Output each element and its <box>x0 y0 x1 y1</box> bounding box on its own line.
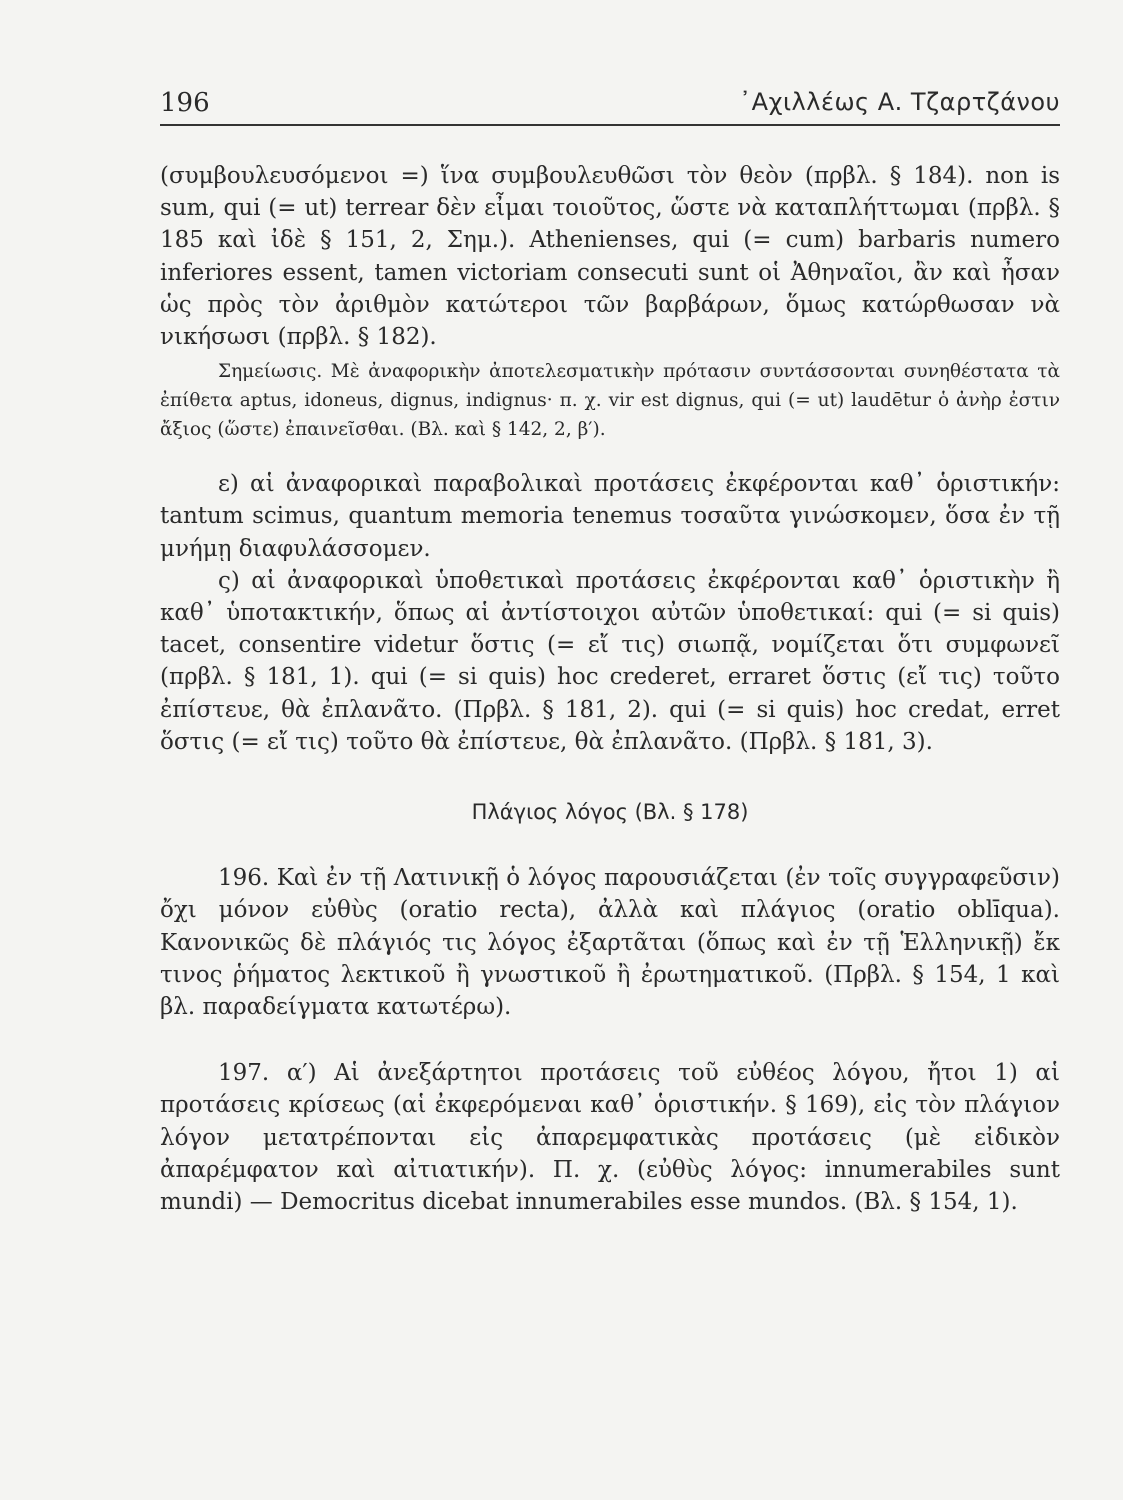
spacer <box>160 1023 1060 1057</box>
note-paragraph: Σημείωσις. Μὲ ἀναφορικὴν ἀποτελεσματικὴν πρότασιν συντάσσονται συνηθέστατα τὰ ἐπίθετα aptus, idoneus, dignus, indignus· π. χ. vir est dignus, qui (= ut) laudētur ὁ ἀνὴρ ἐστιν ἄξιος (ὥστε) ἐπαινεῖσθαι. (Βλ. καὶ § 142, 2, β′). <box>160 361 1060 441</box>
running-header <box>160 88 1060 122</box>
section-heading: Πλάγιος λόγος (Βλ. § 178) <box>471 800 749 825</box>
main-text <box>160 160 1060 1218</box>
spacer <box>160 444 1060 468</box>
header-rule <box>160 124 1060 126</box>
paragraph-st: ς) αἱ ἀναφορικαὶ ὑποθετικαὶ προτάσεις ἐκφέρονται καθ᾽ ὁριστικὴν ἢ καθ᾽ ὑποτακτικήν, ὅπως αἱ ἀντίστοιχοι αὐτῶν ὑποθετικαί: qui (= si quis) tacet, consentire videtur ὅστις (= εἴ τις) σιωπᾷ, νομίζεται ὅτι συμφωνεῖ (πρβλ. § 181, 1). qui (= si quis) hoc crederet, erraret ὅστις (εἴ τις) τοῦτο ἐπίστευε, θὰ ἐπλανᾶτο. (Πρβλ. § 181, 2). qui (= si quis) hoc credat, erret ὅστις (= εἴ τις) τοῦτο θὰ ἐπίστευε, θὰ ἐπλανᾶτο. (Πρβλ. § 181, 3). <box>160 567 1060 755</box>
paragraph-e: ε) αἱ ἀναφορικαὶ παραβολικαὶ προτάσεις ἐκφέρονται καθ᾽ ὁριστικήν: tantum scimus, quantum memoria tenemus τοσαῦτα γινώσκομεν, ὅσα ἐν τῇ μνήμῃ διαφυλάσσομεν. <box>160 471 1060 562</box>
paragraph-relative-consecutive: (συμβουλευσόμενοι =) ἵνα συμβουλευθῶσι τὸν θεὸν (πρβλ. § 184). non is sum, qui (= ut) terrear δὲν εἶμαι τοιοῦτος, ὥστε νὰ καταπλήττωμαι (πρβλ. § 185 καὶ ἰδὲ § 151, 2, Σημ.). Athenienses, qui (= cum) barbaris numero inferiores essent, tamen victoriam consecuti sunt οἱ Ἀθηναῖοι, ἂν καὶ ἦσαν ὡς πρὸς τὸν ἀριθμὸν κατώτεροι τῶν βαρβάρων, ὅμως κατώρθωσαν νὰ νικήσωσι (πρβλ. § 182). <box>160 163 1060 351</box>
paragraph-196: 196. Καὶ ἐν τῇ Λατινικῇ ὁ λόγος παρουσιάζεται (ἐν τοῖς συγγραφεῦσιν) ὄχι μόνον εὐθὺς (oratio recta), ἀλλὰ καὶ πλάγιος (oratio oblīqua). Κανονικῶς δὲ πλάγιός τις λόγος ἐξαρτᾶται (ὅπως καὶ ἐν τῇ Ἑλληνικῇ) ἔκ τινος ῥήματος λεκτικοῦ ἢ γνωστικοῦ ἢ ἐρωτηματικοῦ. (Πρβλ. § 154, 1 καὶ βλ. παραδείγματα κατωτέρω). <box>160 865 1060 1021</box>
running-title-author: ᾿Αχιλλέως Α. Τζαρτζάνου <box>739 88 1060 116</box>
page-number: 196 <box>160 88 210 118</box>
paragraph-197: 197. α′) Αἱ ἀνεξάρτητοι προτάσεις τοῦ εὐθέος λόγου, ἤτοι 1) αἱ προτάσεις κρίσεως (αἱ ἐκφερόμεναι καθ᾽ ὁριστικήν. § 169), εἰς τὸν πλάγιον λόγον μετατρέπονται εἰς ἀπαρεμφατικὰς προτάσεις (μὲ εἰδικὸν ἀπαρέμφατον καὶ αἰτιατικήν). Π. χ. (εὐθὺς λόγος: innumerabiles sunt mundi) — Democritus dicebat innumerabiles esse mundos. (Βλ. § 154, 1). <box>160 1060 1060 1216</box>
